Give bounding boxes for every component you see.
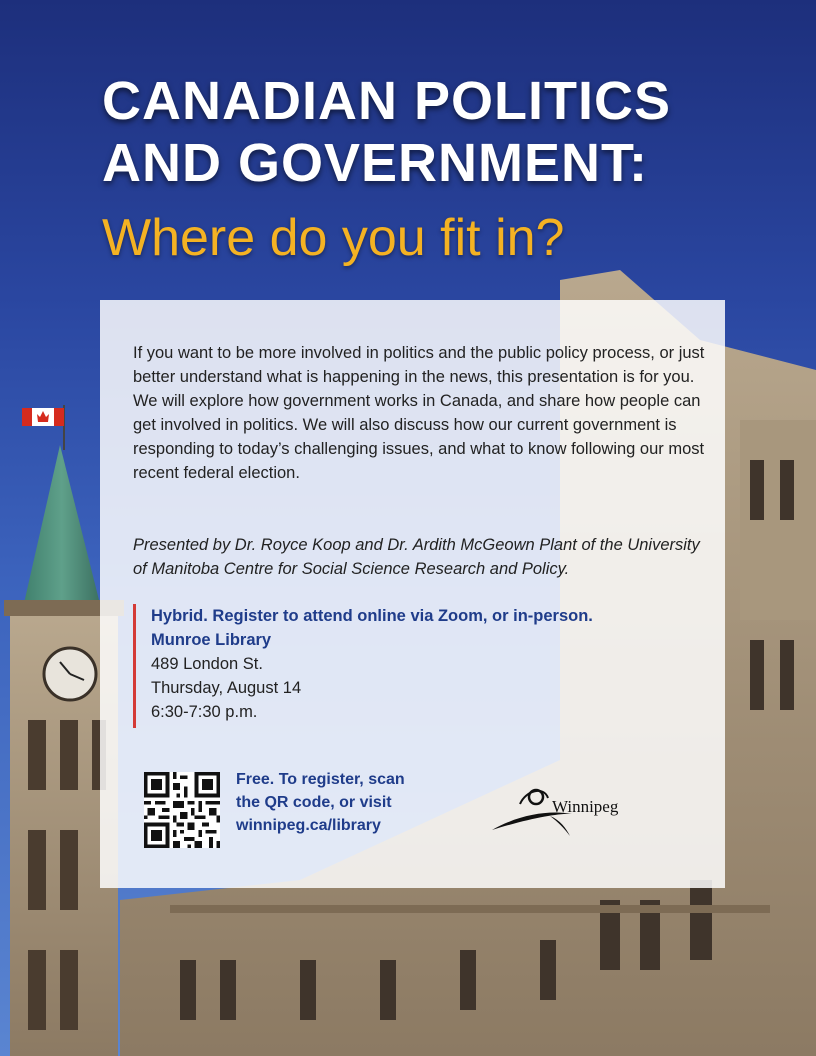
registration-info xyxy=(236,768,426,837)
poster-subtitle: Where do you fit in? xyxy=(102,209,565,267)
winnipeg-logo-text: Winnipeg xyxy=(552,797,619,816)
registration-line-2: the QR code, or visit xyxy=(236,794,392,811)
poster-title xyxy=(102,70,762,194)
event-format: Hybrid. Register to attend online via Zoom, or in-person. xyxy=(151,607,593,625)
title-line-1: CANADIAN POLITICS xyxy=(102,71,671,131)
registration-line-1: Free. To register, scan xyxy=(236,771,405,788)
event-details xyxy=(133,604,693,728)
event-address: 489 London St. xyxy=(151,655,263,673)
event-location: Munroe Library xyxy=(151,631,272,649)
qr-code[interactable] xyxy=(144,772,220,848)
event-description: If you want to be more involved in politics and the public policy process, or just better understand what is happening in the news, this presentation is for you. We will explore how government works in Canada, and share how people can get involved in politics. We will also discuss how our current government is responding to today’s challenging issues, and what to know following our most recent federal election. xyxy=(133,344,705,482)
title-line-2: AND GOVERNMENT: xyxy=(102,133,649,193)
event-date: Thursday, August 14 xyxy=(151,679,302,697)
registration-link[interactable]: winnipeg.ca/library xyxy=(236,817,381,834)
presenters-credit: Presented by Dr. Royce Koop and Dr. Ardith McGeown Plant of the University of Manitoba Centre for Social Science Research and Policy. xyxy=(133,536,700,578)
event-time: 6:30-7:30 p.m. xyxy=(151,703,258,721)
